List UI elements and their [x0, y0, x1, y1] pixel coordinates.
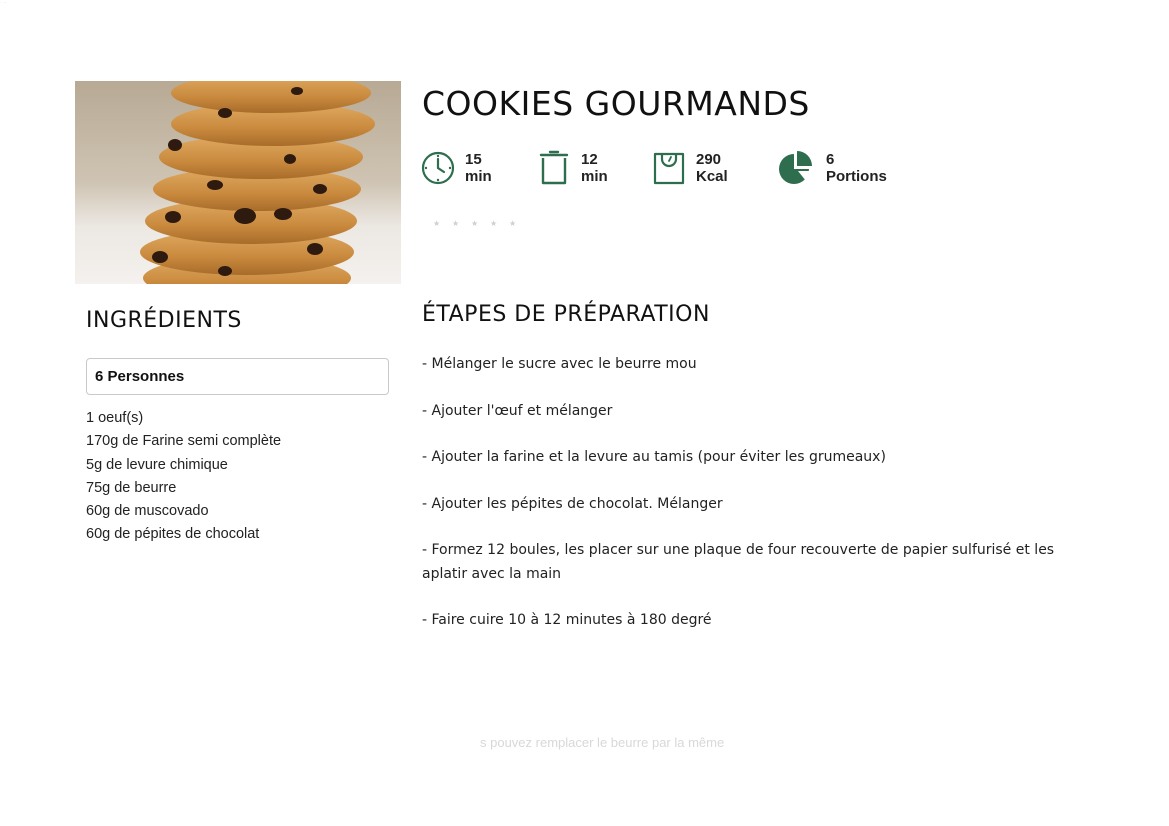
servings-value: 6 Personnes: [95, 368, 185, 385]
stat-label: 290 Kcal: [696, 151, 728, 185]
servings-selector[interactable]: [86, 358, 389, 395]
ingredient-item: 60g de muscovado: [86, 503, 209, 520]
preparation-step: - Ajouter la farine et la levure au tamis (pour éviter les grumeaux): [422, 449, 886, 466]
pie-chart-icon: [778, 150, 816, 186]
recipe-photo: [75, 81, 401, 284]
clock-icon: [421, 151, 455, 185]
star-icon[interactable]: ★: [452, 219, 460, 228]
stat-prep-time: [421, 150, 492, 186]
star-icon[interactable]: ★: [490, 219, 498, 228]
pot-icon: [537, 150, 571, 186]
corner-mark: · -: [0, 0, 6, 6]
stat-cook-time: [537, 150, 608, 186]
ingredient-item: 170g de Farine semi complète: [86, 433, 282, 450]
star-icon[interactable]: ★: [509, 219, 517, 228]
preparation-step: - Ajouter les pépites de chocolat. Mélanger: [422, 495, 723, 512]
ingredient-list: [86, 407, 281, 547]
preparation-step: - Ajouter l'œuf et mélanger: [422, 402, 613, 419]
stat-portions: [778, 150, 887, 186]
preparation-step: - Formez 12 boules, les placer sur une plaque de four recouverte de papier sulfurisé et les aplatir avec la main: [422, 542, 1055, 582]
faded-tip-text: s pouvez remplacer le beurre par la même: [480, 735, 725, 750]
ingredient-item: 75g de beurre: [86, 479, 177, 496]
stat-label: 6 Portions: [826, 151, 887, 185]
stat-label: 12 min: [581, 151, 608, 185]
star-icon[interactable]: ★: [471, 219, 479, 228]
cookie-stack-image: [75, 81, 401, 284]
stat-calories: [652, 150, 728, 186]
recipe-title: COOKIES GOURMANDS: [422, 84, 810, 123]
preparation-step: - Mélanger le sucre avec le beurre mou: [422, 356, 697, 372]
ingredients-heading: INGRÉDIENTS: [86, 308, 242, 333]
scale-icon: [652, 150, 686, 186]
star-icon[interactable]: ★: [433, 219, 441, 228]
ingredient-item: 1 oeuf(s): [86, 410, 144, 426]
ingredient-item: 60g de pépites de chocolat: [86, 526, 260, 543]
stat-label: 15 min: [465, 151, 492, 185]
ingredient-item: 5g de levure chimique: [86, 456, 228, 473]
preparation-steps: [422, 353, 1092, 656]
preparation-step: - Faire cuire 10 à 12 minutes à 180 degré: [422, 612, 712, 629]
rating-stars[interactable]: [433, 220, 516, 227]
preparation-heading: ÉTAPES DE PRÉPARATION: [422, 302, 710, 327]
